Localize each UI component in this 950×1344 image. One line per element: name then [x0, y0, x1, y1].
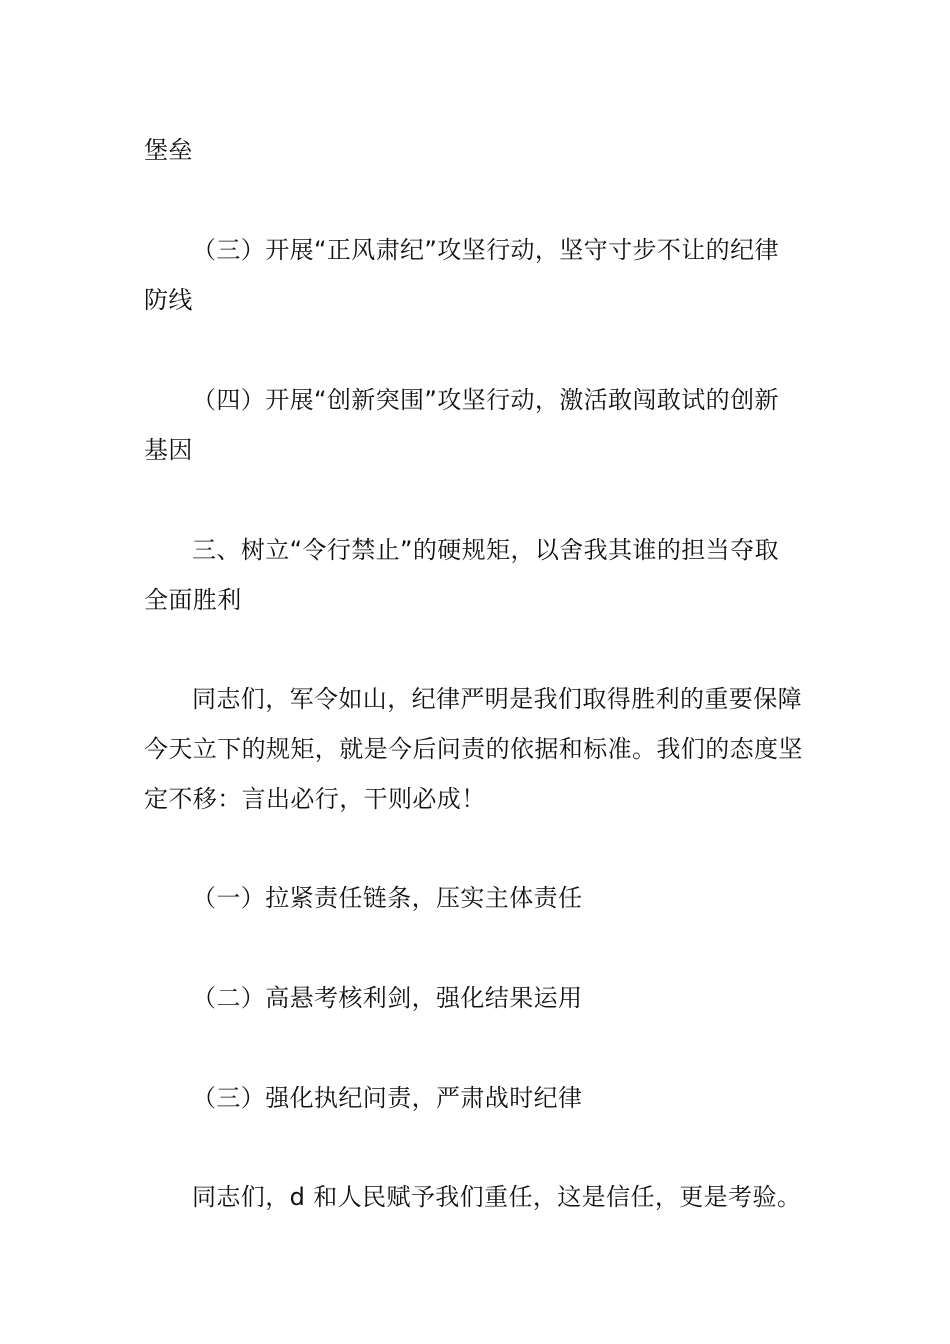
subheading-line: （一）拉紧责任链条，压实主体责任	[192, 884, 583, 912]
paragraph-line: 同志们，军令如山，纪律严明是我们取得胜利的重要保障	[192, 685, 802, 713]
paragraph-line: 今天立下的规矩，就是今后问责的依据和标准。我们的态度坚	[144, 735, 803, 763]
subheading-line: 基因	[144, 436, 193, 464]
subheading-line: （三）开展“正风肃纪”攻坚行动，坚守寸步不让的纪律	[192, 236, 779, 264]
subheading-line: （三）强化执纪问责，严肃战时纪律	[192, 1084, 583, 1112]
subheading-line: 防线	[144, 286, 193, 314]
section-heading-line: 全面胜利	[144, 586, 242, 614]
section-heading-line: 三、树立“令行禁止”的硬规矩，以舍我其谁的担当夺取	[192, 536, 779, 564]
paragraph-line: 堡垒	[144, 136, 193, 164]
paragraph-line: 同志们，d 和人民赋予我们重任，这是信任，更是考验。	[192, 1183, 802, 1211]
subheading-line: （四）开展“创新突围”攻坚行动，激活敢闯敢试的创新	[192, 386, 779, 414]
paragraph-line: 定不移：言出必行，干则必成！	[144, 785, 486, 813]
subheading-line: （二）高悬考核利剑，强化结果运用	[192, 984, 583, 1012]
